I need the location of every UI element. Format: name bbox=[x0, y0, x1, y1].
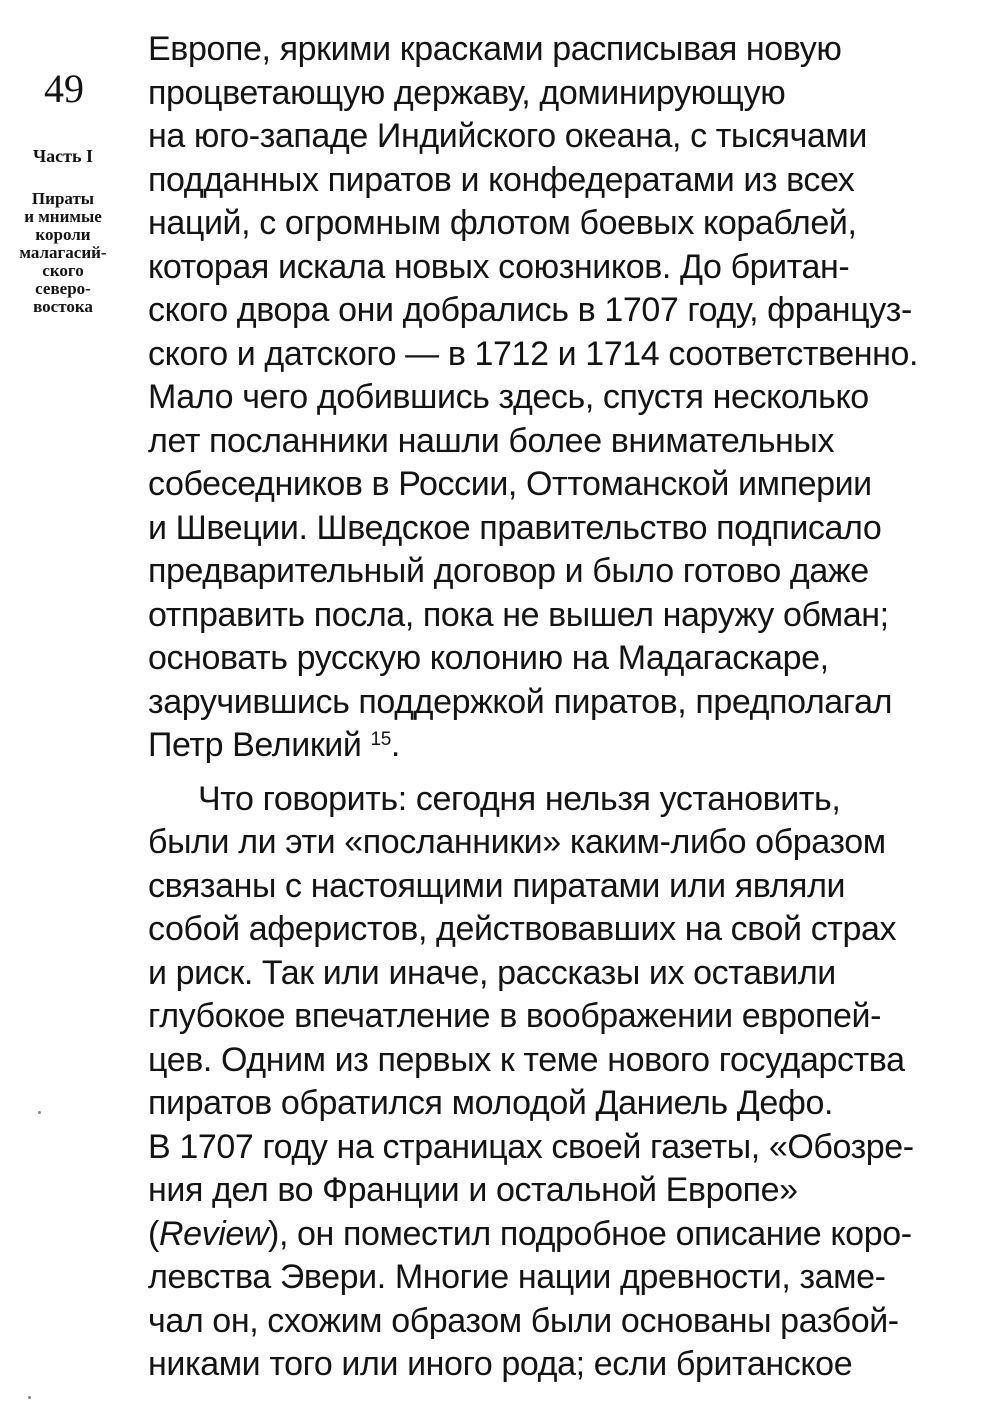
section-title-line: востока bbox=[33, 297, 93, 316]
section-title-line: Пираты bbox=[31, 189, 95, 208]
italic-title: Review bbox=[158, 1214, 269, 1253]
text-line bbox=[148, 724, 958, 768]
text-line: левства Эвери. Многие нации древности, заме- bbox=[148, 1258, 886, 1296]
paragraph-2 bbox=[148, 778, 958, 1387]
section-title-line: малагасий- bbox=[19, 243, 107, 262]
text-line: заручившись поддержкой пиратов, предполагал bbox=[148, 682, 893, 721]
section-title-line: ского bbox=[42, 261, 84, 280]
text-line: и Швеции. Шведское правительство подписало bbox=[148, 508, 882, 547]
text-line: Что говорить: сегодня нельзя установить, bbox=[198, 779, 841, 818]
text-line: собеседников в России, Оттоманской империи bbox=[148, 465, 872, 503]
text-line: лет посланники нашли более внимательных bbox=[148, 421, 835, 460]
section-title-line: северо- bbox=[35, 279, 91, 298]
text-line: пиратов обратился молодой Даниель Дефо. bbox=[148, 1084, 834, 1122]
text-line: и риск. Так или иначе, рассказы их оставили bbox=[148, 953, 836, 992]
text-line: ского и датского — в 1712 и 1714 соответственно. bbox=[148, 334, 919, 373]
section-title-line: и мнимые bbox=[24, 207, 102, 226]
body-text bbox=[148, 28, 958, 1387]
text-line: связаны с настоящими пиратами или являли bbox=[148, 866, 846, 905]
text-line: собой аферистов, действовавших на свой страх bbox=[148, 910, 897, 948]
text-line: подданных пиратов и конфедератами из всех bbox=[148, 160, 855, 199]
text-line: Европе, яркими красками расписывая новую bbox=[148, 30, 842, 68]
text-line: ского двора они добрались в 1707 году, француз- bbox=[148, 291, 912, 329]
part-label: Часть I bbox=[32, 146, 94, 166]
inline-text: Петр Великий bbox=[148, 726, 362, 764]
page-number: 49 bbox=[44, 66, 84, 111]
text-line bbox=[148, 1213, 958, 1257]
text-line: наций, с огромным флотом боевых кораблей, bbox=[148, 204, 857, 242]
scan-speck bbox=[38, 1111, 41, 1114]
section-title bbox=[12, 190, 114, 316]
text-line: процветающую державу, доминирующую bbox=[148, 73, 786, 112]
paragraph-1 bbox=[148, 28, 958, 768]
inline-text: ( bbox=[148, 1214, 159, 1253]
text-line: были ли эти «посланники» каким-либо образом bbox=[148, 823, 886, 861]
text-line: на юго-западе Индийского океана, с тысячами bbox=[148, 117, 867, 155]
text-line: цев. Одним из первых к теме нового государства bbox=[148, 1040, 905, 1079]
scan-speck bbox=[28, 1396, 31, 1399]
footnote-reference[interactable]: 15 bbox=[370, 729, 391, 750]
text-line: чал он, схожим образом были основаны разбой- bbox=[148, 1301, 899, 1340]
text-line: предварительный договор и было готово даже bbox=[148, 552, 869, 590]
inline-text: ), он поместил подробное описание коро- bbox=[268, 1214, 912, 1253]
text-line: Мало чего добившись здесь, спустя несколько bbox=[148, 378, 869, 416]
text-line: ния дел во Франции и остальной Европе» bbox=[148, 1171, 798, 1209]
text-line: глубокое впечатление в воображении европей- bbox=[148, 997, 881, 1035]
text-line: отправить посла, пока не вышел наружу обман; bbox=[148, 595, 889, 634]
text-line: которая искала новых союзников. До британ- bbox=[148, 247, 850, 286]
inline-text: . bbox=[390, 726, 400, 764]
text-line: В 1707 году на страницах своей газеты, «Обозре- bbox=[148, 1127, 914, 1166]
section-title-line: короли bbox=[35, 225, 91, 244]
text-line: никами того или иного рода; если британское bbox=[148, 1345, 853, 1383]
text-line: основать русскую колонию на Мадагаскаре, bbox=[148, 639, 829, 677]
